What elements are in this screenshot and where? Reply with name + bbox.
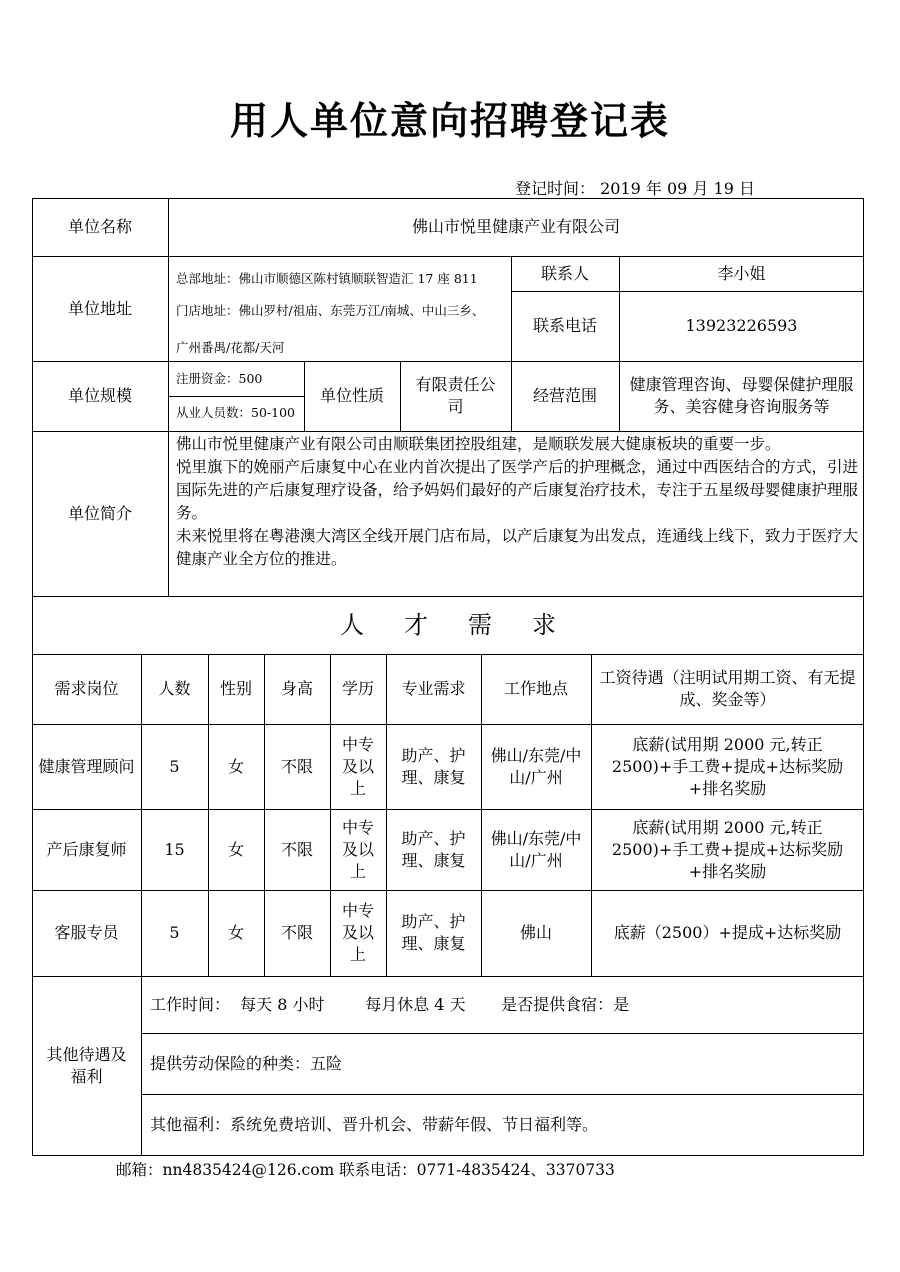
footer-contact: 邮箱：nn4835424@126.com 联系电话：0771-4835424、3370733 (116, 1161, 615, 1179)
work-time: 工作时间： 每天 8 小时 每月休息 4 天 是否提供食宿：是 (150, 994, 630, 1014)
table-row-salary: 底薪(试用期 2000 元,转正 2500)+手工费+提成+达标奖励+排名奖励 (611, 734, 844, 798)
nature-label: 单位性质 (319, 386, 384, 405)
scope-value: 健康管理咨询、母婴保健护理服务、美容健身咨询服务等 (629, 375, 854, 416)
hq-address: 总部地址：佛山市顺德区陈村镇顺联智造汇 17 座 811 (176, 271, 478, 286)
col-header-education: 学历 (341, 679, 374, 698)
table-row-education: 中专及以上 (341, 817, 374, 881)
reg-date-value: 2019 年 09 月 19 日 (600, 179, 755, 198)
company-name-label: 单位名称 (67, 217, 132, 236)
registration-date (515, 176, 755, 199)
contact-label: 联系人 (540, 263, 589, 283)
table-row-position: 客服专员 (54, 923, 119, 942)
company-name-value: 佛山市悦里健康产业有限公司 (411, 217, 620, 236)
table-row-count: 5 (169, 923, 180, 942)
talent-section-title: 人才需求 (340, 611, 596, 639)
table-row-education: 中专及以上 (341, 901, 374, 964)
col-header-height: 身高 (280, 679, 313, 698)
intro-label: 单位简介 (67, 503, 132, 523)
table-row-salary: 底薪（2500）+提成+达标奖励 (613, 923, 842, 942)
table-row-location: 佛山 (519, 923, 552, 942)
table-row-major: 助产、护理、康复 (401, 912, 466, 953)
intro-paragraph: 未来悦里将在粤港澳大湾区全线开展门店布局，以产后康复为出发点，连通线上线下，致力于医疗大健康产业全方位的推进。 (176, 527, 859, 568)
col-header-salary: 工资待遇（注明试用期工资、有无提成、奖金等） (599, 668, 856, 709)
store-address-line1: 门店地址：佛山罗村/祖庙、东莞万江/南城、中山三乡、 (176, 303, 485, 318)
phone-label: 联系电话 (532, 316, 597, 335)
table-row-salary: 底薪(试用期 2000 元,转正 2500)+手工费+提成+达标奖励+排名奖励 (611, 817, 844, 881)
form-title: 用人单位意向招聘登记表 (229, 98, 670, 143)
scope-label: 经营范围 (532, 386, 597, 405)
table-row-location: 佛山/东莞/中山/广州 (490, 745, 582, 787)
table-row-gender: 女 (227, 923, 244, 942)
table-row-count: 5 (169, 756, 180, 776)
nature-value: 有限责任公司 (415, 375, 496, 416)
store-address-line2: 广州番禺/花都/天河 (176, 340, 285, 355)
phone-value: 13923226593 (685, 316, 798, 335)
registered-capital: 注册资金：500 (176, 371, 263, 386)
company-intro (176, 433, 858, 571)
table-row-education: 中专及以上 (341, 734, 374, 798)
table-row-gender: 女 (227, 839, 244, 859)
address-label: 单位地址 (67, 298, 132, 318)
col-header-count: 人数 (158, 679, 191, 698)
employee-count: 从业人员数：50-100 (176, 405, 295, 420)
contact-value: 李小姐 (717, 263, 766, 283)
table-row-count: 15 (164, 839, 185, 859)
col-header-position: 需求岗位 (54, 679, 119, 698)
insurance-type: 提供劳动保险的种类：五险 (150, 1053, 343, 1073)
table-row-gender: 女 (227, 756, 244, 776)
intro-paragraph: 悦里旗下的娩丽产后康复中心在业内首次提出了医学产后的护理概念，通过中西医结合的方式，引进国际先进的产后康复理疗设备，给予妈妈们最好的产后康复治疗技术，专注于五星级母婴健康护理服务。 (176, 458, 859, 522)
benefits-label: 其他待遇及福利 (46, 1045, 127, 1086)
table-row-height: 不限 (280, 839, 313, 859)
table-row-major: 助产、护理、康复 (401, 745, 466, 787)
table-row-position: 健康管理顾问 (38, 756, 135, 776)
table-row-major: 助产、护理、康复 (401, 828, 466, 870)
table-row-height: 不限 (280, 756, 313, 776)
intro-paragraph: 佛山市悦里健康产业有限公司由顺联集团控股组建，是顺联发展大健康板块的重要一步。 (176, 435, 781, 453)
table-row-position: 产后康复师 (46, 839, 127, 859)
col-header-major: 专业需求 (401, 679, 466, 698)
col-header-location: 工作地点 (503, 679, 568, 698)
other-benefits: 其他福利：系统免费培训、晋升机会、带薪年假、节日福利等。 (150, 1115, 599, 1134)
table-row-location: 佛山/东莞/中山/广州 (490, 828, 582, 870)
scale-label: 单位规模 (67, 386, 132, 405)
table-row-height: 不限 (280, 923, 313, 942)
reg-date-label: 登记时间： (515, 179, 596, 198)
col-header-gender: 性别 (219, 679, 252, 698)
